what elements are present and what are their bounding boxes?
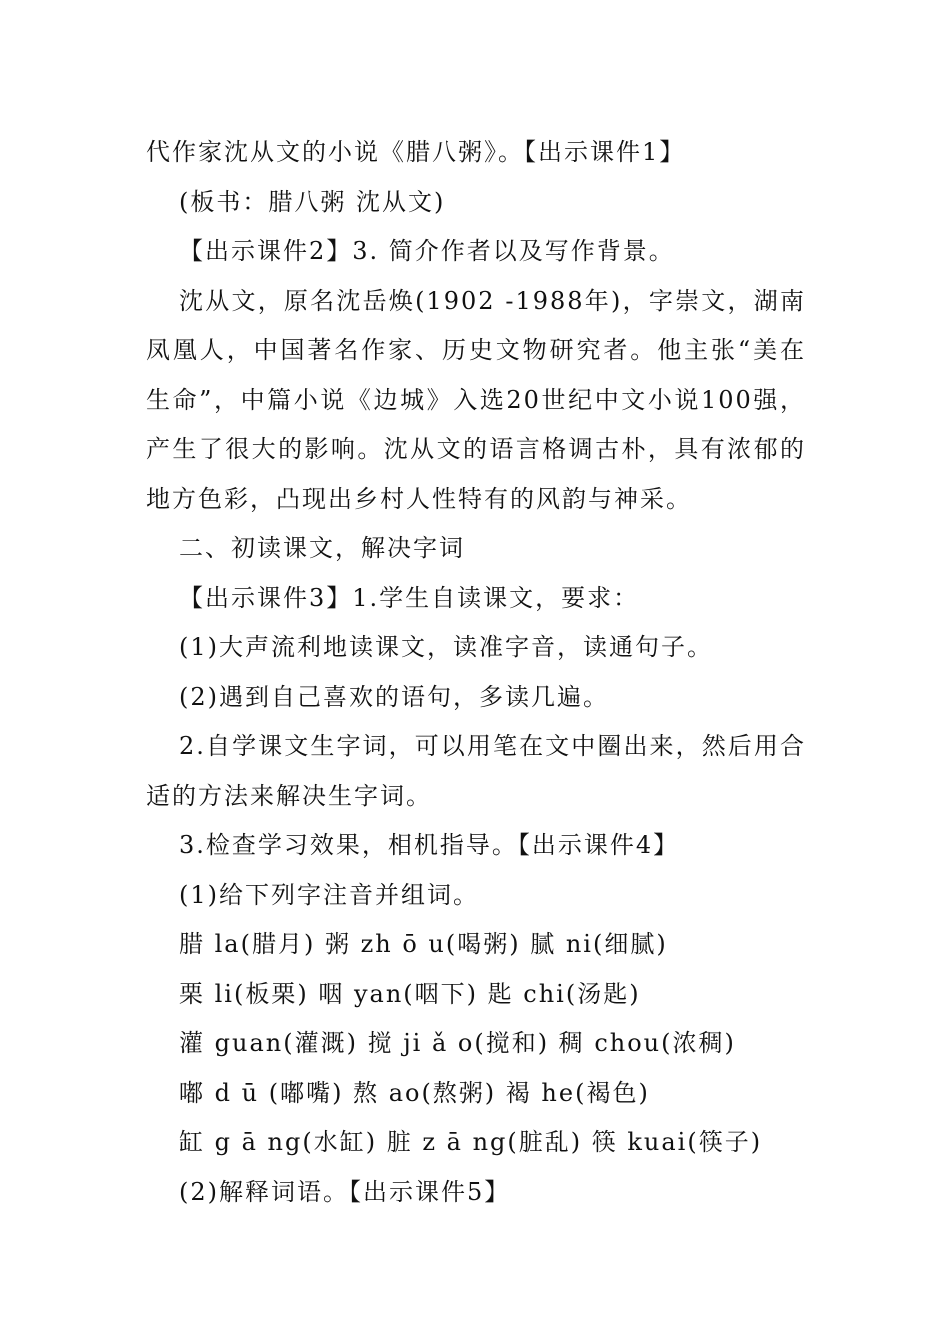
paragraph: 【出示课件2】3. 简介作者以及写作背景。 xyxy=(179,237,675,265)
paragraph: 【出示课件3】1.学生自读课文，要求： xyxy=(179,583,640,612)
paragraph: 代作家沈从文的小说《腊八粥》。【出示课件1】 xyxy=(146,138,686,166)
vocab-line: 嘟 d ū (嘟嘴) 熬 ao(熬粥) 褐 he(褐色) xyxy=(179,1078,650,1107)
list-item: (2)遇到自己喜欢的语句，多读几遍。 xyxy=(179,682,609,711)
paragraph: 2.自学课文生字词，可以用笔在文中圈出来，然后用合适的方法来解决生字词。 xyxy=(146,732,806,810)
list-item: (1)大声流利地读课文，读准字音，读通句子。 xyxy=(179,633,713,661)
list-item: (1)给下列字注音并组词。 xyxy=(179,880,479,909)
vocab-line: 缸 g ā ng(水缸) 脏 z ā ng(脏乱) 筷 kuai(筷子) xyxy=(179,1128,763,1156)
document-body xyxy=(146,128,806,1217)
paragraph: (板书：腊八粥 沈从文) xyxy=(179,187,446,216)
vocab-line: 灌 guan(灌溉) 搅 ji ǎ o(搅和) 稠 chou(浓稠) xyxy=(179,1029,736,1057)
list-item: (2)解释词语。【出示课件5】 xyxy=(179,1177,511,1206)
paragraph: 3.检查学习效果，相机指导。【出示课件4】 xyxy=(179,831,680,859)
vocab-line: 栗 li(板栗) 咽 yan(咽下) 匙 chi(汤匙) xyxy=(179,979,641,1008)
section-heading: 二、初读课文，解决字词 xyxy=(179,534,465,562)
vocab-line: 腊 la(腊月) 粥 zh ō u(喝粥) 腻 ni(细腻) xyxy=(179,930,668,958)
paragraph: 沈从文，原名沈岳焕(1902 -1988年)，字崇文，湖南凤凰人，中国著名作家、历史文物研究者。他主张“美在生命”，中篇小说《边城》入选20世纪中文小说100强，产生了很大的影响。沈从文的语言格调古朴，具有浓郁的地方色彩，凸现出乡村人性特有的风韵与神采。 xyxy=(146,286,806,513)
